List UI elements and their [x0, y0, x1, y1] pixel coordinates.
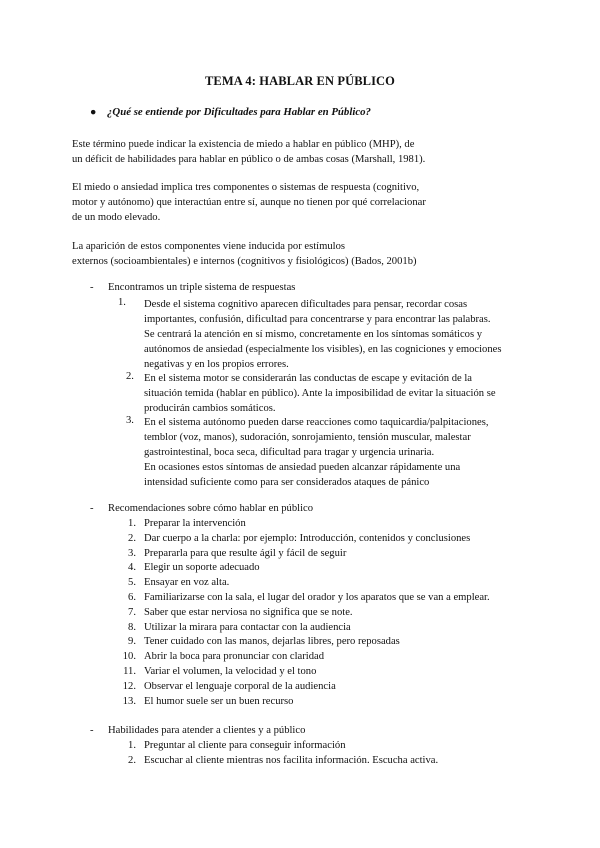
list-item-text: Preguntar al cliente para conseguir información — [144, 740, 346, 751]
list-item-text: Saber que estar nerviosa no significa que se note. — [144, 606, 353, 618]
bullet-icon: ● — [90, 107, 97, 118]
list-item — [144, 371, 496, 416]
list-number: 4. — [128, 562, 136, 574]
list-number: 1. — [128, 740, 136, 751]
list-number: 7. — [128, 606, 136, 618]
list-number: 3. — [128, 547, 136, 559]
list-item — [0, 696, 600, 711]
list-number: 12. — [122, 680, 136, 692]
paragraph-line: El miedo o ansiedad implica tres componentes o sistemas de respuesta (cognitivo, — [72, 182, 420, 193]
list-item-text: Utilizar la mirara para contactar con la audiencia — [144, 621, 351, 633]
list-number: 8. — [128, 621, 136, 633]
list-number: 2. — [128, 754, 136, 766]
list-item — [0, 740, 600, 755]
list-item-line: negativas y en los propios errores. — [144, 359, 289, 370]
list-item — [0, 755, 600, 770]
list-number: 3. — [126, 415, 134, 426]
list-item-text: Familiarizarse con la sala, el lugar del orador y los aparatos que se van a emplear. — [144, 592, 490, 603]
list-item — [144, 297, 501, 372]
list-number: 2. — [126, 371, 134, 382]
list-item-line: producirán cambios somáticos. — [144, 403, 276, 414]
list-item-line: temblor (voz, manos), sudoración, sonrojamiento, tensión muscular, malestar — [144, 432, 471, 443]
list-item-line: Desde el sistema cognitivo aparecen dificultades para pensar, recordar cosas — [144, 299, 468, 310]
list-item-text: Abrir la boca para pronunciar con claridad — [144, 651, 325, 663]
list-number: 5. — [128, 577, 136, 589]
list-number: 11. — [123, 666, 136, 677]
list-number: 10. — [122, 651, 136, 663]
dash-marker: - — [90, 282, 94, 293]
list-item-text: El humor suele ser un buen recurso — [144, 695, 294, 707]
paragraph-line: La aparición de estos componentes viene inducida por estímulos — [72, 241, 346, 252]
list-item — [0, 548, 600, 563]
list-item-text: Elegir un soporte adecuado — [144, 562, 260, 574]
list-item-text: Prepararla para que resulte ágil y fácil de seguir — [144, 547, 347, 559]
paragraph-2 — [72, 180, 426, 225]
list-item — [0, 681, 600, 696]
section-heading: Encontramos un triple sistema de respuestas — [108, 282, 296, 293]
list-item-line: gastrointestinal, boca seca, dificultad para tragar y urgencia urinaria. — [144, 447, 435, 458]
paragraph-line: un déficit de habilidades para hablar en público o de ambas cosas (Marshall, 1981). — [72, 154, 426, 165]
section-heading: Recomendaciones sobre cómo hablar en público — [108, 503, 314, 514]
paragraph-line: motor y autónomo) que interactúan entre sí, aunque no tienen por qué correlacionar — [72, 197, 426, 208]
paragraph-3 — [72, 239, 417, 269]
list-item — [0, 518, 600, 533]
list-item-text: Variar el volumen, la velocidad y el tono — [144, 666, 317, 677]
list-item — [0, 562, 600, 577]
section-question: ¿Qué se entiende por Dificultades para Hablar en Público? — [107, 106, 371, 118]
list-item-text: Dar cuerpo a la charla: por ejemplo: Introducción, contenidos y conclusiones — [144, 532, 471, 544]
list-item-line: En el sistema autónomo pueden darse reacciones como taquicardia/palpitaciones, — [144, 417, 489, 428]
list-item-line: En ocasiones estos síntomas de ansiedad pueden alcanzar rápidamente una — [144, 462, 461, 473]
list-item-text: Preparar la intervención — [144, 518, 246, 529]
list-number: 1. — [128, 518, 136, 529]
list-item-text: Escuchar al cliente mientras nos facilita información. Escucha activa. — [144, 754, 439, 766]
list-item-text: Observar el lenguaje corporal de la audiencia — [144, 680, 336, 692]
list-item — [0, 651, 600, 666]
list-item — [0, 636, 600, 651]
list-item-line: situación temida (hablar en público). Ante la imposibilidad de evitar la situación se — [144, 388, 496, 399]
list-item-line: En el sistema motor se considerarán las conductas de escape y evitación de la — [144, 373, 472, 384]
list-number: 1. — [118, 297, 126, 308]
page-title: TEMA 4: HABLAR EN PÚBLICO — [204, 74, 396, 88]
list-item — [0, 622, 600, 637]
list-item — [144, 415, 488, 490]
list-item — [0, 592, 600, 607]
list-item — [0, 577, 600, 592]
paragraph-line: Este término puede indicar la existencia de miedo a hablar en público (MHP), de — [72, 139, 415, 150]
list-number: 9. — [128, 636, 136, 648]
list-item-text: Ensayar en voz alta. — [144, 577, 230, 589]
section-heading: Habilidades para atender a clientes y a público — [108, 725, 306, 736]
list-item-text: Tener cuidado con las manos, dejarlas libres, pero reposadas — [144, 636, 400, 648]
list-item-line: intensidad suficiente como para ser considerados ataques de pánico — [144, 477, 430, 488]
list-item-line: importantes, confusión, dificultad para concentrarse y para encontrar las palabras. — [144, 314, 491, 325]
dash-marker: - — [90, 725, 94, 736]
list-item-line: autónomos de ansiedad (especialmente los visibles), en las cogniciones y emociones — [144, 344, 502, 355]
paragraph-line: externos (socioambientales) e internos (cognitivos y fisiológicos) (Bados, 2001b) — [72, 256, 417, 267]
list-number: 2. — [128, 532, 136, 544]
list-item — [0, 607, 600, 622]
list-item — [0, 533, 600, 548]
paragraph-line: de un modo elevado. — [72, 212, 161, 223]
list-item-line: Se centrará la atención en sí mismo, concretamente en los síntomas somáticos y — [144, 329, 483, 340]
list-number: 13. — [122, 695, 136, 707]
paragraph-1 — [72, 137, 425, 167]
list-item — [0, 666, 600, 681]
dash-marker: - — [90, 503, 94, 514]
list-number: 6. — [128, 592, 136, 603]
